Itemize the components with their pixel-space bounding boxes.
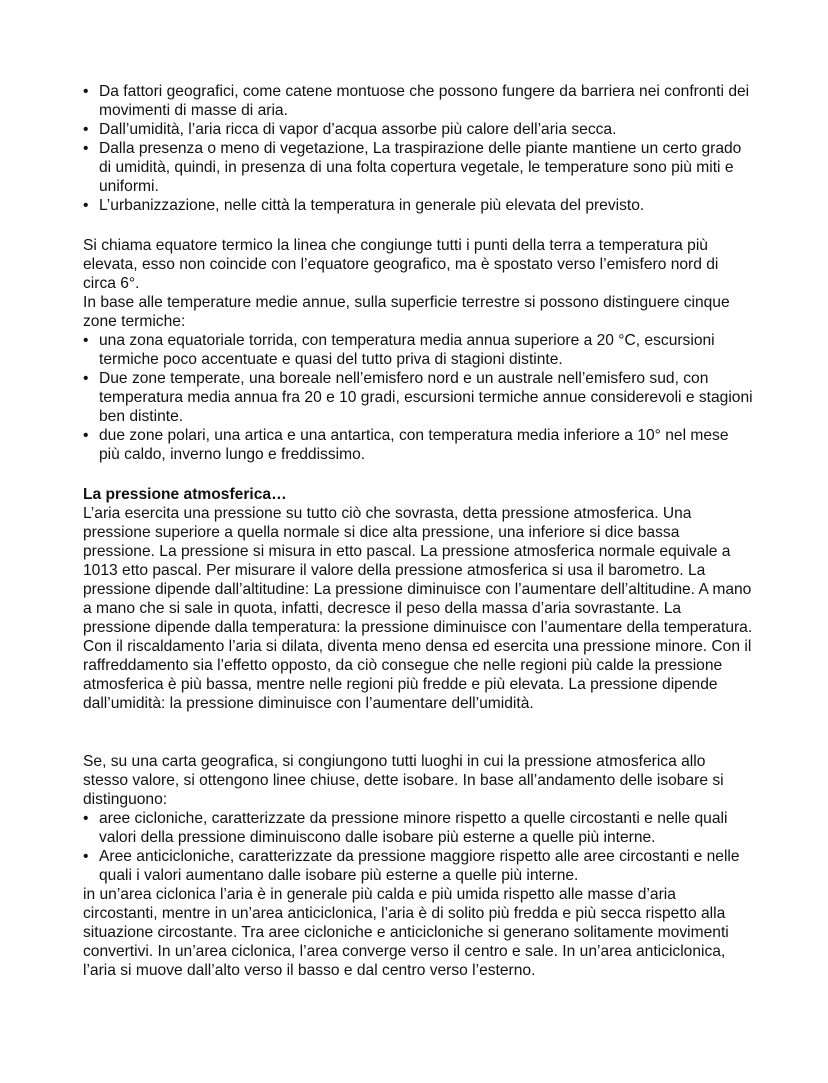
list-item: • L’urbanizzazione, nelle città la temperatura in generale più elevata del previsto. — [83, 196, 753, 215]
isobars-section — [83, 752, 753, 980]
isobars-intro: Se, su una carta geografica, si congiungono tutti luoghi in cui la pressione atmosferica allo stesso valore, si ottengono linee chiuse, dette isobare. In base all’andamento delle isobare si distinguono: — [83, 753, 724, 808]
thermal-section — [83, 236, 753, 464]
list-item: • Aree anticicloniche, caratterizzate da pressione maggiore rispetto alle aree circostanti e nelle quali i valori aumentano dalle isobare più esterne a quelle più interne. — [83, 847, 753, 885]
pressure-paragraph: L’aria esercita una pressione su tutto ciò che sovrasta, detta pressione atmosferica. Una pressione superiore a quella normale si dice alta pressione, una inferiore si dice bassa pressione. La pressione si misura in etto pascal. La pressione atmosferica normale equivale a 1013 etto pascal. Per misurare il valore della pressione atmosferica si usa il barometro. La pressione dipende dall’altitudine: La pressione diminuisce con l’aumentare dell’altitudine. A mano a mano che si sale in quota, infatti, decresce il peso della massa d’aria sovrastante. La pressione dipende dalla temperatura: la pressione diminuisce con l’aumentare della temperatura. Con il riscaldamento l’aria si dilata, diventa meno densa ed esercita una pressione minore. Con il raffreddamento sia l’effetto opposto, da ciò consegue che nelle regioni più calde la pressione atmosferica è più bassa, mentre nelle regioni più fredde e più elevata. La pressione dipende dall’umidità: la pressione diminuisce con l’aumentare dell’umidità. — [83, 505, 753, 712]
thermal-zones-list — [83, 331, 753, 464]
list-item: • due zone polari, una artica e una antartica, con temperatura media inferiore a 10° nel mese più caldo, inverno lungo e freddissimo. — [83, 426, 753, 464]
list-item: • Da fattori geografici, come catene montuose che possono fungere da barriera nei confronti dei movimenti di masse di aria. — [83, 82, 753, 120]
equator-paragraph: Si chiama equatore termico la linea che congiunge tutti i punti della terra a temperatura più elevata, esso non coincide con l’equatore geografico, ma è spostato verso l’emisfero nord di circa 6°. — [83, 237, 719, 292]
pressure-areas-list — [83, 809, 753, 885]
list-item: • una zona equatoriale torrida, con temperatura media annua superiore a 20 °C, escursioni termiche poco accentuate e quasi del tutto priva di stagioni distinte. — [83, 331, 753, 369]
closing-paragraph: in un’area ciclonica l’aria è in generale più calda e più umida rispetto alle masse d’aria circostanti, mentre in un’area anticiclonica, l’aria è di solito più fredda e più secca rispetto alla situazione circostante. Tra aree cicloniche e anticicloniche si generano solitamente movimenti convertivi. In un’area ciclonica, l’area converge verso il centro e sale. In un’area anticiclonica, l’aria si muove dall’alto verso il basso e dal centro verso l’esterno. — [83, 886, 729, 979]
list-item: • Dalla presenza o meno di vegetazione, La traspirazione delle piante mantiene un certo grado di umidità, quindi, in presenza di una folta copertura vegetale, le temperature sono più miti e uniformi. — [83, 139, 753, 196]
zones-intro: In base alle temperature medie annue, sulla superficie terrestre si possono distinguere cinque zone termiche: — [83, 294, 730, 330]
list-item: • Dall’umidità, l’aria ricca di vapor d’acqua assorbe più calore dell’aria secca. — [83, 120, 753, 139]
section-heading: La pressione atmosferica… — [83, 486, 287, 503]
list-item: • aree cicloniche, caratterizzate da pressione minore rispetto a quelle circostanti e nelle quali valori della pressione diminuiscono dalle isobare più esterne a quelle più interne. — [83, 809, 753, 847]
pressure-section — [83, 485, 753, 713]
list-item: • Due zone temperate, una boreale nell’emisfero nord e un australe nell’emisfero sud, con temperatura media annua fra 20 e 10 gradi, escursioni termiche annue considerevoli e stagioni ben distinte. — [83, 369, 753, 426]
climate-factors-list — [83, 82, 753, 215]
